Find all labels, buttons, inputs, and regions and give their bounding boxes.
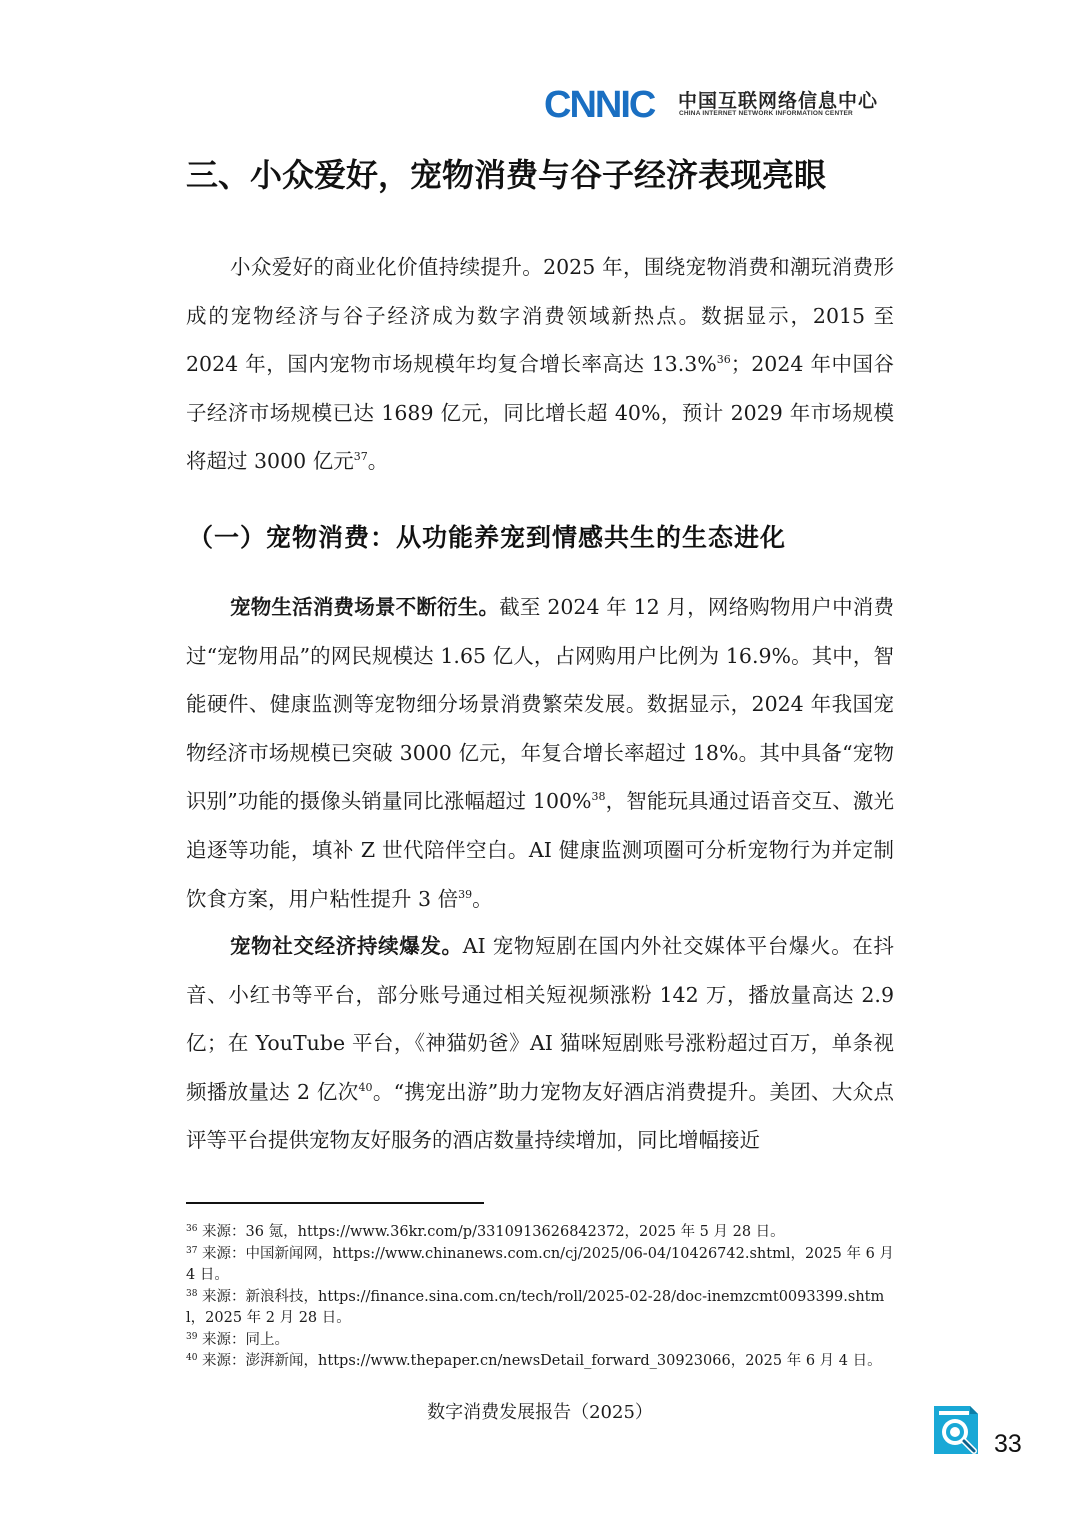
footer-title: 数字消费发展报告（2025）: [427, 1402, 653, 1423]
footnote-37: $^{37}$ 来源：中国新闻网，https://www.chinanews.com.cn/cj/2025/06-04/10426742.shtml，2025 年 6 月 4 日。: [186, 1245, 894, 1283]
footnote-ref-36: 36: [716, 353, 731, 367]
report-magnifier-icon: [928, 1402, 984, 1458]
footnote-ref-38: 38: [591, 790, 606, 804]
footnote-36: $^{36}$ 来源：36 氪，https://www.36kr.com/p/3310913626842372，2025 年 5 月 28 日。: [186, 1224, 785, 1240]
pet-social-paragraph: 宠物社交经济持续爆发。AI 宠物短剧在国内外社交媒体平台爆火。在抖音、小红书等平台，部分账号通过相关短视频涨粉 142 万，播放量高达 2.9 亿；在 YouTube 平台，《神猫奶爸》AI 猫咪短剧账号涨粉超过百万，单条视频播放量达 2 亿次$^{40}$。“携宠出游”助力宠物友好酒店消费提升。美团、大众点评等平台提供宠物友好服务的酒店数量持续增加，同比增幅接近: [186, 934, 895, 1153]
cnnic-logo-mark: [544, 84, 672, 124]
page-number: 33: [994, 1430, 1022, 1458]
footnote-38: $^{38}$ 来源：新浪科技，https://finance.sina.com.cn/tech/roll/2025-02-28/doc-inemzcmt0093399.shtml，2025 年 2 月 28 日。: [186, 1288, 885, 1326]
subsection-title: （一）宠物消费：从功能养宠到情感共生的生态进化: [188, 523, 787, 552]
org-name-en: CHINA INTERNET NETWORK INFORMATION CENTER: [679, 110, 853, 117]
footnote-divider: [186, 1202, 484, 1204]
footnote-40: $^{40}$ 来源：澎湃新闻，https://www.thepaper.cn/newsDetail_forward_30923066，2025 年 6 月 4 日。: [186, 1353, 882, 1369]
footnote-ref-40: 40: [358, 1080, 373, 1094]
svg-text:CNNIC: CNNIC: [544, 84, 655, 124]
org-name-cn: 中国互联网络信息中心: [678, 90, 879, 112]
pet-life-paragraph: 宠物生活消费场景不断衍生。截至 2024 年 12 月，网络购物用户中消费过“宠物用品”的网民规模达 1.65 亿人，占网购用户比例为 16.9%。其中，智能硬件、健康监测等宠物细分场景消费繁荣发展。数据显示，2024 年我国宠物经济市场规模已突破 3000 亿元，年复合增长率超过 18%。其中具备“宠物识别”功能的摄像头销量同比涨幅超过 100%$^{38}$，智能玩具通过语音交互、激光追逐等功能，填补 Z 世代陪伴空白。AI 健康监测项圈可分析宠物行为并定制饮食方案，用户粘性提升 3 倍$^{39}$。: [186, 595, 895, 911]
footnote-39: $^{39}$ 来源：同上。: [186, 1331, 290, 1348]
intro-paragraph: 小众爱好的商业化价值持续提升。2025 年，围绕宠物消费和潮玩消费形成的宠物经济与谷子经济成为数字消费领域新热点。数据显示，2015 至 2024 年，国内宠物市场规模年均复合增长率高达 13.3%$^{36}$；2024 年中国谷子经济市场规模已达 1689 亿元，同比增长超 40%，预计 2029 年市场规模将超过 3000 亿元$^{37}$。: [186, 255, 894, 474]
pet-social-lead: 宠物社交经济持续爆发。: [230, 934, 463, 958]
pet-life-lead: 宠物生活消费场景不断衍生。: [230, 595, 500, 619]
footnotes: [186, 1222, 894, 1373]
footnote-ref-39: 39: [458, 887, 473, 901]
section-title: 三、小众爱好，宠物消费与谷子经济表现亮眼: [186, 156, 827, 194]
footnote-ref-37: 37: [353, 450, 368, 464]
cnnic-logo: [544, 84, 894, 124]
